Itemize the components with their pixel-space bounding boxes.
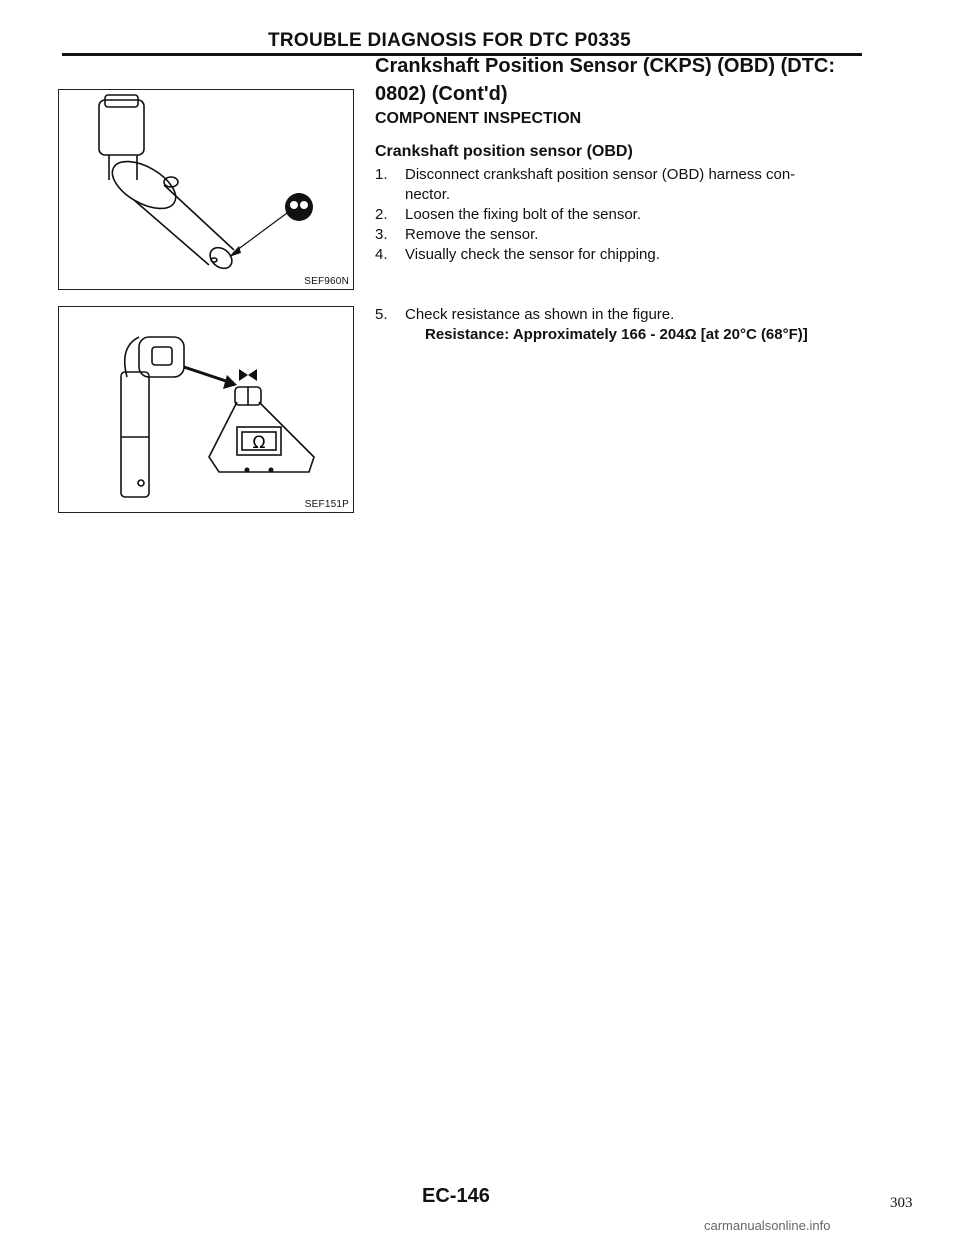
step-item [375, 225, 865, 245]
section-title [375, 52, 895, 108]
page-header: TROUBLE DIAGNOSIS FOR DTC P0335 [268, 30, 631, 51]
step-text: Check resistance as shown in the figure. [405, 306, 675, 323]
figure-resistance-check [58, 306, 354, 513]
page-code: EC-146 [422, 1185, 490, 1207]
step-number: 1. [375, 166, 388, 183]
inspection-steps [375, 165, 865, 265]
inspection-icon [285, 193, 313, 221]
watermark: carmanualsonline.info [704, 1218, 831, 1233]
step-text: Remove the sensor. [405, 226, 539, 243]
figure-sensor-chipping [58, 89, 354, 290]
pointer-arrow [233, 213, 287, 253]
figure-code: SEF960N [304, 276, 349, 287]
step-number: 5. [375, 306, 388, 323]
figure-code: SEF151P [304, 499, 349, 510]
section-title-line1: Crankshaft Position Sensor (CKPS) (OBD) (DTC: [375, 55, 836, 77]
step-number: 3. [375, 226, 388, 243]
ohmmeter-illustration [59, 307, 353, 512]
page-number: 303 [890, 1195, 913, 1211]
step-text: Loosen the fixing bolt of the sensor. [405, 206, 641, 223]
step-number: 2. [375, 206, 388, 223]
connector [139, 337, 184, 377]
step-item [375, 245, 865, 265]
step-item [375, 305, 865, 325]
sensor-shaft [134, 185, 234, 265]
step-text-continued: nector. [405, 186, 451, 203]
step-item [375, 165, 865, 205]
step-item [375, 205, 865, 225]
step-text: Disconnect crankshaft position sensor (OBD) harness con- [405, 166, 796, 183]
sensor-illustration [59, 90, 353, 289]
step-text: Visually check the sensor for chipping. [405, 246, 660, 263]
section-title-line2: 0802) (Cont'd) [375, 83, 508, 105]
step-number: 4. [375, 246, 388, 263]
pointer-arrow [184, 367, 229, 382]
sensor-body [121, 372, 149, 497]
sensor-heading: Crankshaft position sensor (OBD) [375, 143, 633, 160]
resistance-step [375, 305, 865, 325]
resistance-spec: Resistance: Approximately 166 - 204Ω [at 20°C (68°F)] [425, 326, 808, 343]
component-inspection-heading: COMPONENT INSPECTION [375, 110, 582, 127]
ohm-symbol: Ω [252, 433, 266, 453]
connector-body [99, 100, 144, 155]
